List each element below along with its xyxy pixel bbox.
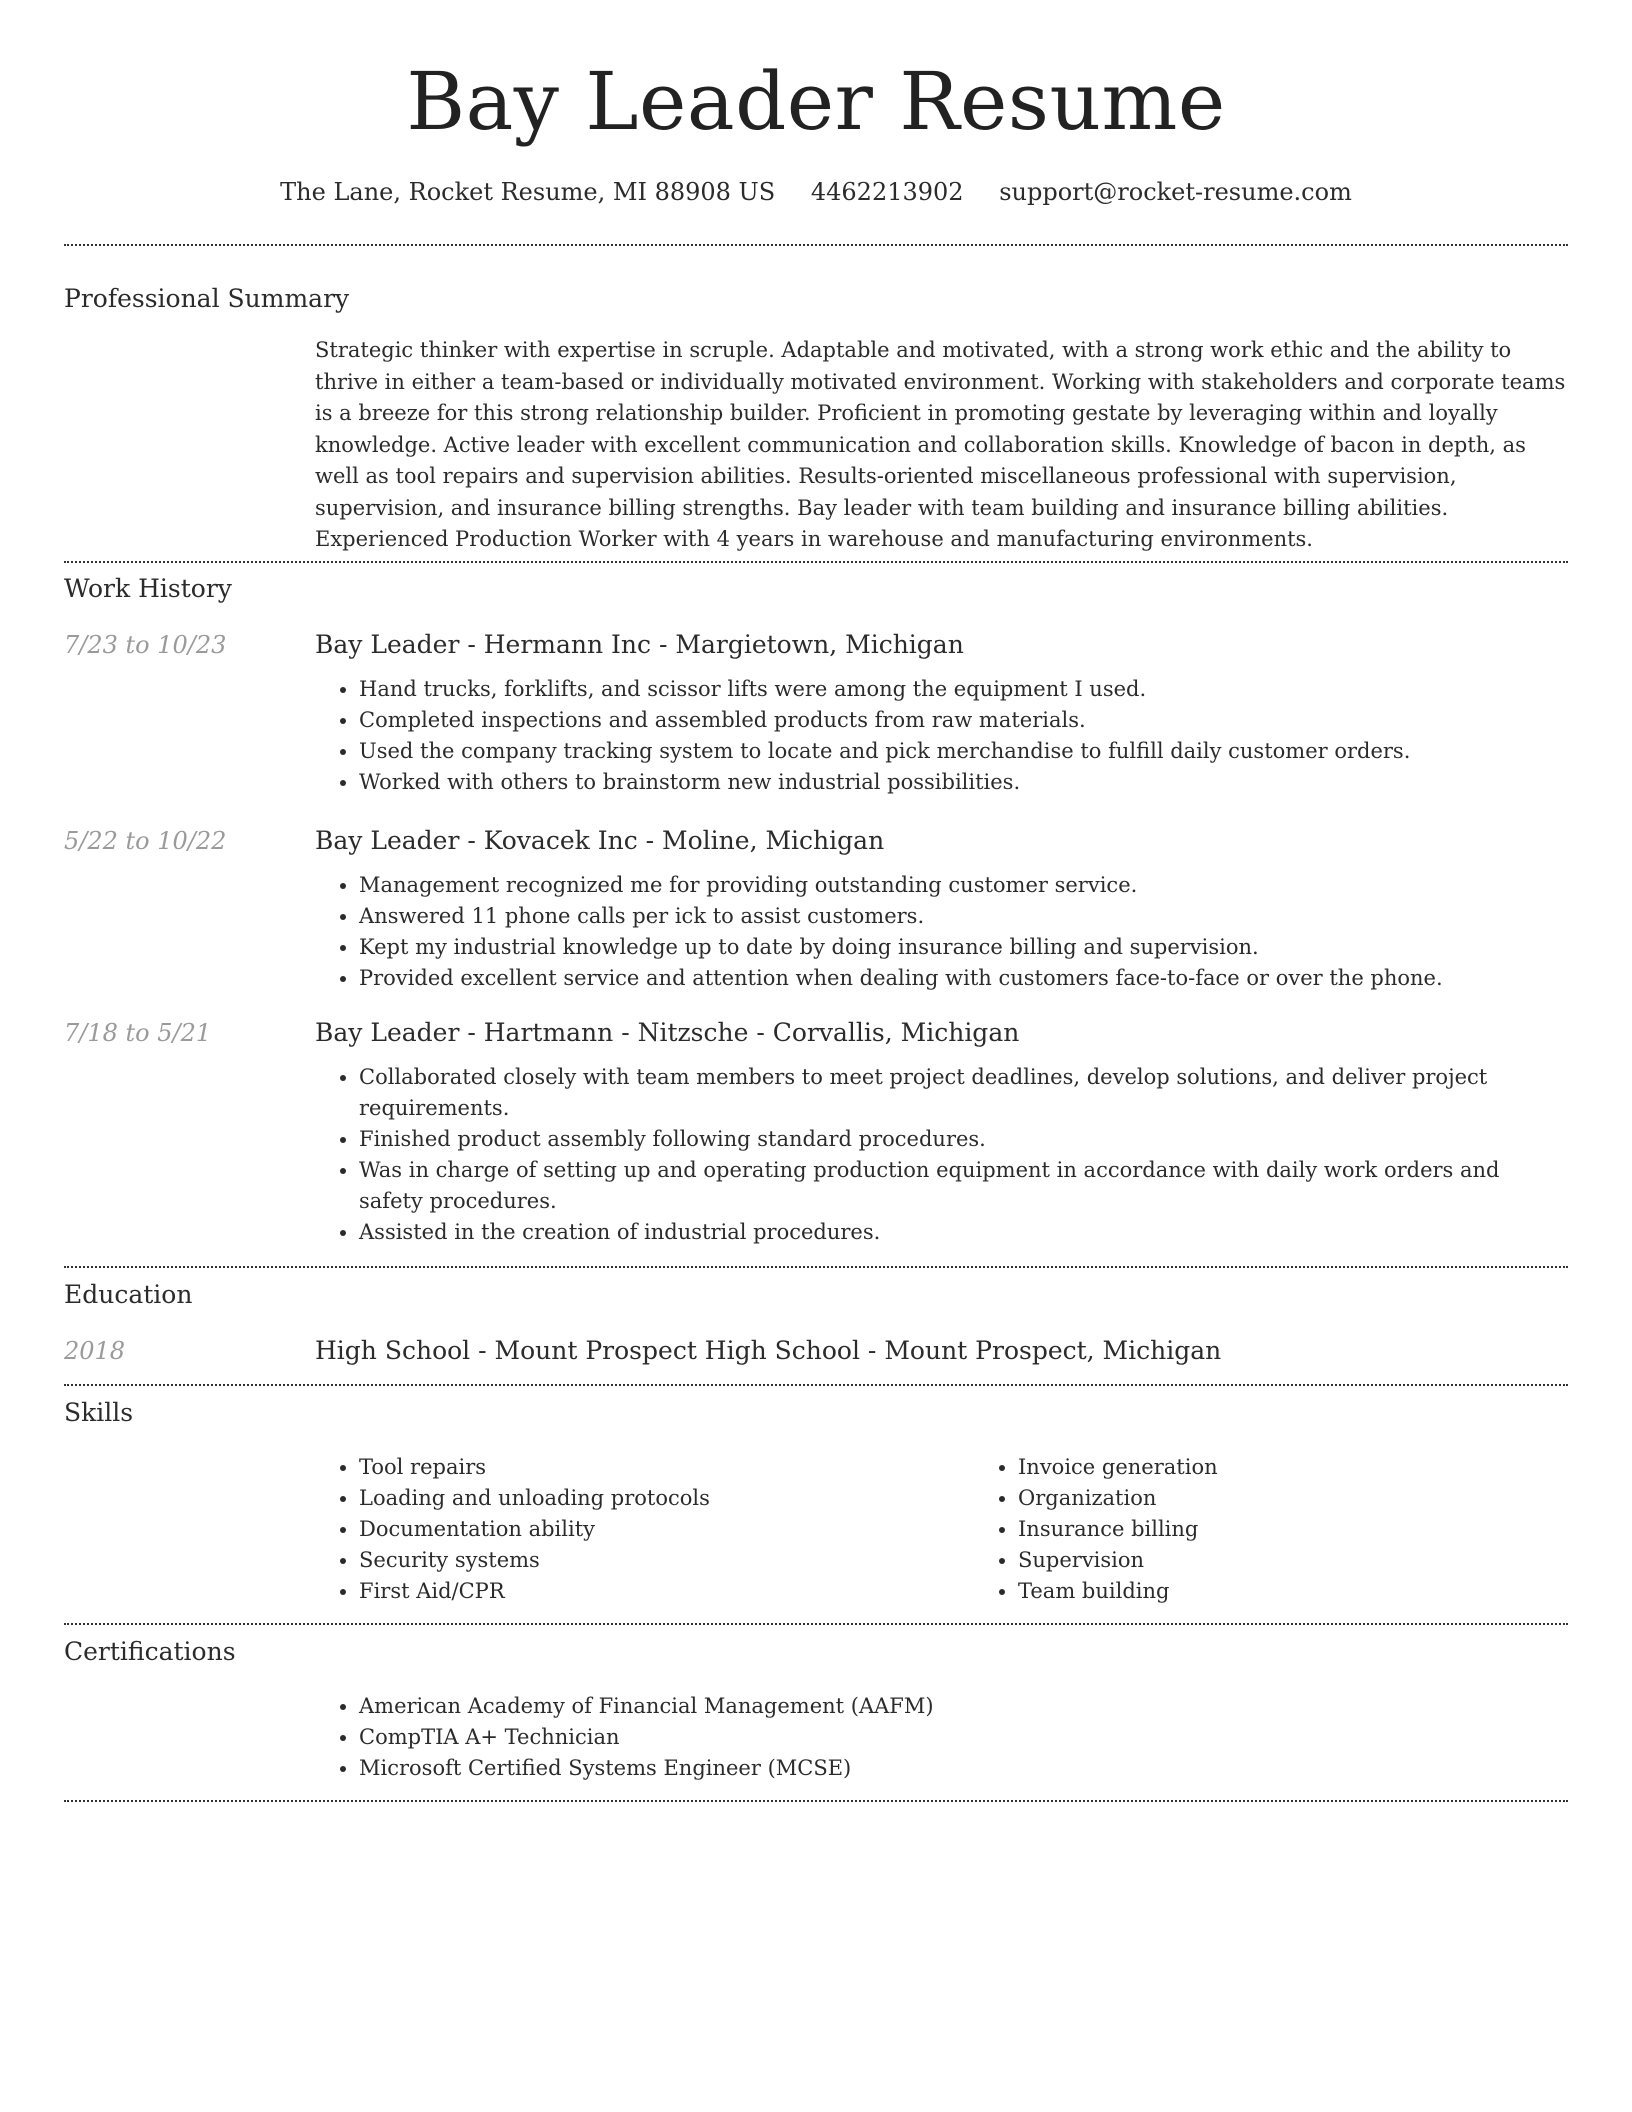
list-item: • Supervision (1018, 1545, 1218, 1576)
list-item: • First Aid/CPR (359, 1576, 974, 1607)
contact-phone: 4462213902 (810, 178, 964, 206)
work-history-section (64, 563, 1568, 1248)
divider (64, 1800, 1568, 1802)
contact-line (64, 176, 1568, 208)
resume-title: Bay Leader Resume (406, 55, 1226, 148)
skills-list-right (974, 1452, 1218, 1607)
list-item: • Finished product assembly following standard procedures. (359, 1124, 1568, 1155)
list-item: • CompTIA A+ Technician (359, 1722, 1568, 1753)
job-bullets (315, 674, 1568, 798)
list-item: • Security systems (359, 1545, 974, 1576)
list-item: • Documentation ability (359, 1514, 974, 1545)
work-history-heading: Work History (64, 573, 232, 603)
list-item: • Loading and unloading protocols (359, 1483, 974, 1514)
list-item: • Organization (1018, 1483, 1218, 1514)
list-item: • Provided excellent service and attention when dealing with customers face-to-face or over the phone. (359, 963, 1568, 994)
contact-email: support@rocket-resume.com (999, 178, 1352, 206)
list-item: • Answered 11 phone calls per ick to assist customers. (359, 901, 1568, 932)
list-item: • Tool repairs (359, 1452, 974, 1483)
certifications-heading: Certifications (64, 1636, 236, 1666)
job-title: Bay Leader - Hartmann - Nitzsche - Corvallis, Michigan (315, 1017, 1020, 1047)
list-item: • Collaborated closely with team members to meet project deadlines, develop solutions, and deliver project requirements. (359, 1062, 1568, 1124)
education-entry: High School - Mount Prospect High School - Mount Prospect, Michigan (315, 1335, 1222, 1365)
summary-text: Strategic thinker with expertise in scruple. Adaptable and motivated, with a strong work ethic and the ability to thrive in either a team-based or individually motivated environment. Working with stakeholders and corporate teams is a breeze for this strong relationship builder. Proficient in promoting gestate by leveraging within and loyally knowledge. Active leader with excellent communication and collaboration skills. Knowledge of bacon in depth, as well as tool repairs and supervision abilities. Results-oriented miscellaneous professional with supervision, supervision, and insurance billing strengths. Bay leader with team building and insurance billing abilities. Experienced Production Worker with 4 years in warehouse and manufacturing environments. (315, 338, 1566, 551)
job-bullets (315, 1062, 1568, 1248)
list-item: • Invoice generation (1018, 1452, 1218, 1483)
education-heading: Education (64, 1279, 193, 1309)
job-bullets (315, 870, 1568, 994)
job-entry (64, 628, 1568, 798)
job-dates: 5/22 to 10/22 (64, 826, 227, 855)
list-item: • Worked with others to brainstorm new industrial possibilities. (359, 767, 1568, 798)
job-title: Bay Leader - Kovacek Inc - Moline, Michigan (315, 825, 885, 855)
job-dates: 7/23 to 10/23 (64, 630, 227, 659)
list-item: • Management recognized me for providing outstanding customer service. (359, 870, 1568, 901)
skills-heading: Skills (64, 1397, 134, 1427)
summary-section (64, 246, 1568, 556)
skills-list-left (315, 1452, 974, 1607)
list-item: • Kept my industrial knowledge up to date by doing insurance billing and supervision. (359, 932, 1568, 963)
list-item: • Hand trucks, forklifts, and scissor lifts were among the equipment I used. (359, 674, 1568, 705)
list-item: • Microsoft Certified Systems Engineer (MCSE) (359, 1753, 1568, 1784)
list-item: • Insurance billing (1018, 1514, 1218, 1545)
education-section (64, 1268, 1568, 1368)
list-item: • Was in charge of setting up and operating production equipment in accordance with daily work orders and safety procedures. (359, 1155, 1568, 1217)
job-dates: 7/18 to 5/21 (64, 1018, 212, 1047)
job-title: Bay Leader - Hermann Inc - Margietown, Michigan (315, 629, 964, 659)
certifications-section (64, 1625, 1568, 1784)
list-item: • Team building (1018, 1576, 1218, 1607)
list-item: • American Academy of Financial Management (AAFM) (359, 1691, 1568, 1722)
skills-section (64, 1386, 1568, 1607)
list-item: • Completed inspections and assembled products from raw materials. (359, 705, 1568, 736)
certifications-list (315, 1691, 1568, 1784)
summary-heading: Professional Summary (64, 284, 350, 313)
job-entry (64, 1016, 1568, 1248)
list-item: • Assisted in the creation of industrial procedures. (359, 1217, 1568, 1248)
list-item: • Used the company tracking system to locate and pick merchandise to fulfill daily customer orders. (359, 736, 1568, 767)
job-entry (64, 824, 1568, 994)
education-year: 2018 (64, 1336, 126, 1365)
contact-address: The Lane, Rocket Resume, MI 88908 US (280, 178, 776, 206)
